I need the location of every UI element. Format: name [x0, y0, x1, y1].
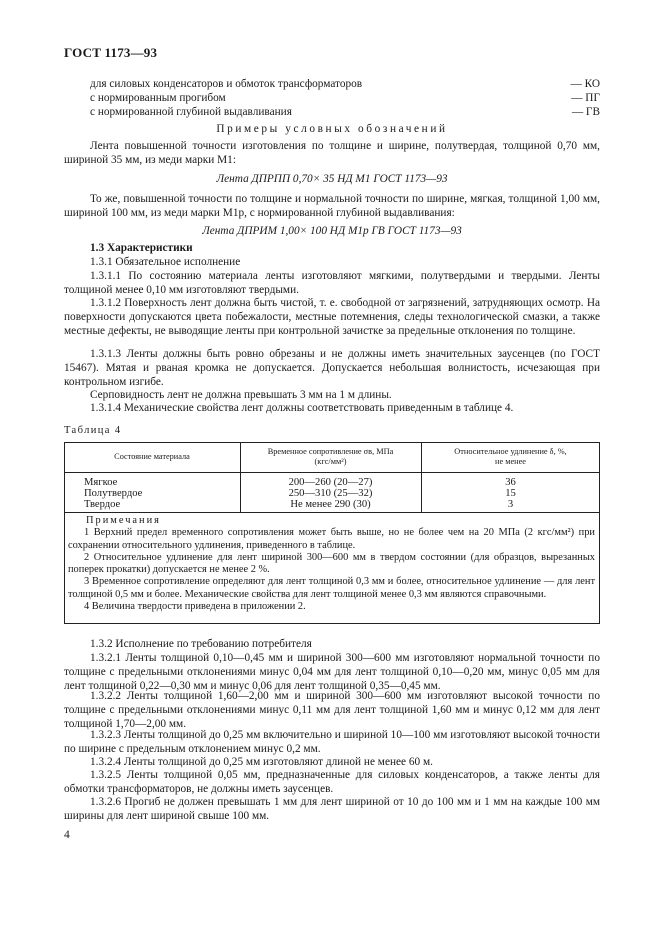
cell-elongation: 3: [507, 498, 514, 510]
table-row: [64, 499, 600, 510]
cell-state: Полутвердое: [84, 487, 143, 499]
note-1: 1 Верхний предел временного сопротивления может быть выше, но не более чем на 20 МПа (2 кгс/мм²) при сохранении относительного удлинения, приведенного в таблице.: [68, 527, 595, 551]
cell-state: Мягкое: [84, 476, 118, 488]
clause-1-3-1-2: 1.3.1.2 Поверхность лент должна быть чистой, т. е. свободной от загрязнений, затрудняющих осмотр. На поверхности допускаются цвета побежалости, местные потемнения, следы технологической смазки, а также местные дефекты, не выводящие ленты при контрольной зачистке за предельные отклонения по толщине.: [64, 297, 600, 337]
example-2-text: То же, повышенной точности по толщине и нормальной точности по ширине, мягкая, толщиной 1,00 мм, шириной 100 мм, из меди марки М1р, с нормированной глубиной выдавливания:: [64, 193, 600, 219]
clause-1-3-1-1: 1.3.1.1 По состоянию материала ленты изготовляют мягкими, полутвердыми и твердыми. Ленты толщиной менее 0,10 мм изготовляют твердыми.: [64, 270, 600, 296]
clause-1-3-1: 1.3.1 Обязательное исполнение: [90, 256, 241, 268]
clause-1-3-2-2: 1.3.2.2 Ленты толщиной 1,60—2,00 мм и шириной 300—600 мм изготовляют высокой точности по толщине с предельными отклонениями минус 0,11 мм для лент толщиной 1,60 мм и минус 0,12 мм для лент толщиной 1,70—2,00 мм.: [64, 690, 600, 730]
col-header-strength-line1: Временное сопротивление σв, МПа: [267, 446, 394, 456]
clause-1-3-2-3: 1.3.2.3 Ленты толщиной до 0,25 мм включительно и шириной 10—100 мм изготовляют высокой точности по ширине с предельным отклонением минус 0,2 мм.: [64, 729, 600, 755]
code-description: для силовых конденсаторов и обмоток трансформаторов: [90, 78, 363, 90]
col-header-elongation-line1: Относительное удлинение δ, %,: [454, 446, 567, 456]
cell-strength: 200—260 (20—27): [288, 476, 373, 488]
document-header: ГОСТ 1173—93: [64, 45, 158, 60]
cell-elongation: 36: [505, 476, 516, 488]
cell-strength: Не менее 290 (30): [290, 498, 371, 510]
example-1-text: Лента повышенной точности изготовления по толщине и ширине, полутвердая, толщиной 0,70 мм, шириной 35 мм, из меди марки М1:: [64, 140, 600, 166]
clause-1-3-1-3-curvature: Серповидность лент не должна превышать 3 мм на 1 м длины.: [90, 389, 392, 401]
clause-1-3-2-5: 1.3.2.5 Ленты толщиной 0,05 мм, предназначенные для силовых конденсаторов, а также ленты для обмотки трансформаторов, не должны иметь заусенцев.: [64, 769, 600, 795]
cell-strength: 250—310 (25—32): [288, 487, 373, 499]
note-3: 3 Временное сопротивление определяют для лент толщиной 0,3 мм и более, относительное удлинение — для лент толщиной 0,5 мм и более. Механические свойства для лент толщиной менее 0,3 мм являются справочными.: [68, 576, 595, 600]
col-header-elongation: [421, 442, 600, 472]
code-value: — ГВ: [571, 106, 600, 118]
clause-1-3-2-1: 1.3.2.1 Ленты толщиной 0,10—0,45 мм и шириной 300—600 мм изготовляют нормальной точности по толщине с предельными отклонениями минус 0,04 мм для лент толщиной 0,10—0,20 мм, минус 0,05 мм для лент толщиной 0,22—0,30 мм и минус 0,06 для лент толщиной 0,35—0,45 мм.: [64, 652, 600, 692]
mechanical-properties-table: [64, 442, 600, 510]
clause-1-3-1-4: 1.3.1.4 Механические свойства лент должны соответствовать приведенным в таблице 4.: [90, 402, 514, 414]
col-header-strength: [240, 442, 421, 472]
example-1-code: Лента ДПРПП 0,70× 35 НД М1 ГОСТ 1173—93: [216, 173, 448, 185]
col-header-strength-line2: (кгс/мм²): [314, 456, 347, 466]
table-label: Таблица 4: [64, 425, 122, 436]
cell-state: Твердое: [84, 498, 121, 510]
clause-1-3-2-4: 1.3.2.4 Ленты толщиной до 0,25 мм изготовляют длиной не менее 60 м.: [90, 756, 433, 768]
table-notes-divider: [64, 512, 600, 513]
table-header-row: [64, 442, 600, 472]
code-description: с нормированным прогибом: [90, 92, 226, 104]
clause-1-3-2-6: 1.3.2.6 Прогиб не должен превышать 1 мм для лент шириной от 10 до 100 мм и 1 мм на каждые 100 мм ширины для лент шириной свыше 100 мм.: [64, 796, 600, 822]
code-value: — ПГ: [571, 92, 600, 104]
col-header-state: Состояние материала: [64, 442, 240, 472]
code-row-ko: [90, 78, 600, 92]
clause-1-3-1-3: 1.3.1.3 Ленты должны быть ровно обрезаны и не должны иметь значительных заусенцев (по ГОСТ 15467). Мятая и рваная кромка не допускается. Допускается небольшая волнистость, исчезающая при контрольном изгибе.: [64, 348, 600, 388]
page-number: 4: [64, 829, 70, 841]
col-header-elongation-line2: не менее: [495, 456, 526, 466]
note-4: 4 Величина твердости приведена в приложении 2.: [84, 601, 306, 613]
code-row-pg: [90, 92, 600, 106]
table-row: [64, 488, 600, 499]
clause-1-3-2: 1.3.2 Исполнение по требованию потребителя: [90, 638, 312, 650]
section-title: 1.3 Характеристики: [90, 242, 193, 254]
table-row: [64, 472, 600, 488]
examples-title: Примеры условных обозначений: [216, 123, 448, 135]
note-2: 2 Относительное удлинение для лент шириной 300—600 мм в твердом состоянии (для образцов, вырезанных поперек прокатки) допускается не менее 2 %.: [68, 551, 595, 576]
notes-title: Примечания: [86, 515, 161, 526]
code-row-gv: [90, 106, 600, 120]
table-notes: [68, 515, 595, 613]
cell-elongation: 15: [505, 487, 516, 499]
example-2-code: Лента ДПРИМ 1,00× 100 НД М1р ГВ ГОСТ 1173—93: [202, 225, 462, 237]
code-description: с нормированной глубиной выдавливания: [90, 106, 292, 118]
code-value: — КО: [570, 78, 600, 90]
